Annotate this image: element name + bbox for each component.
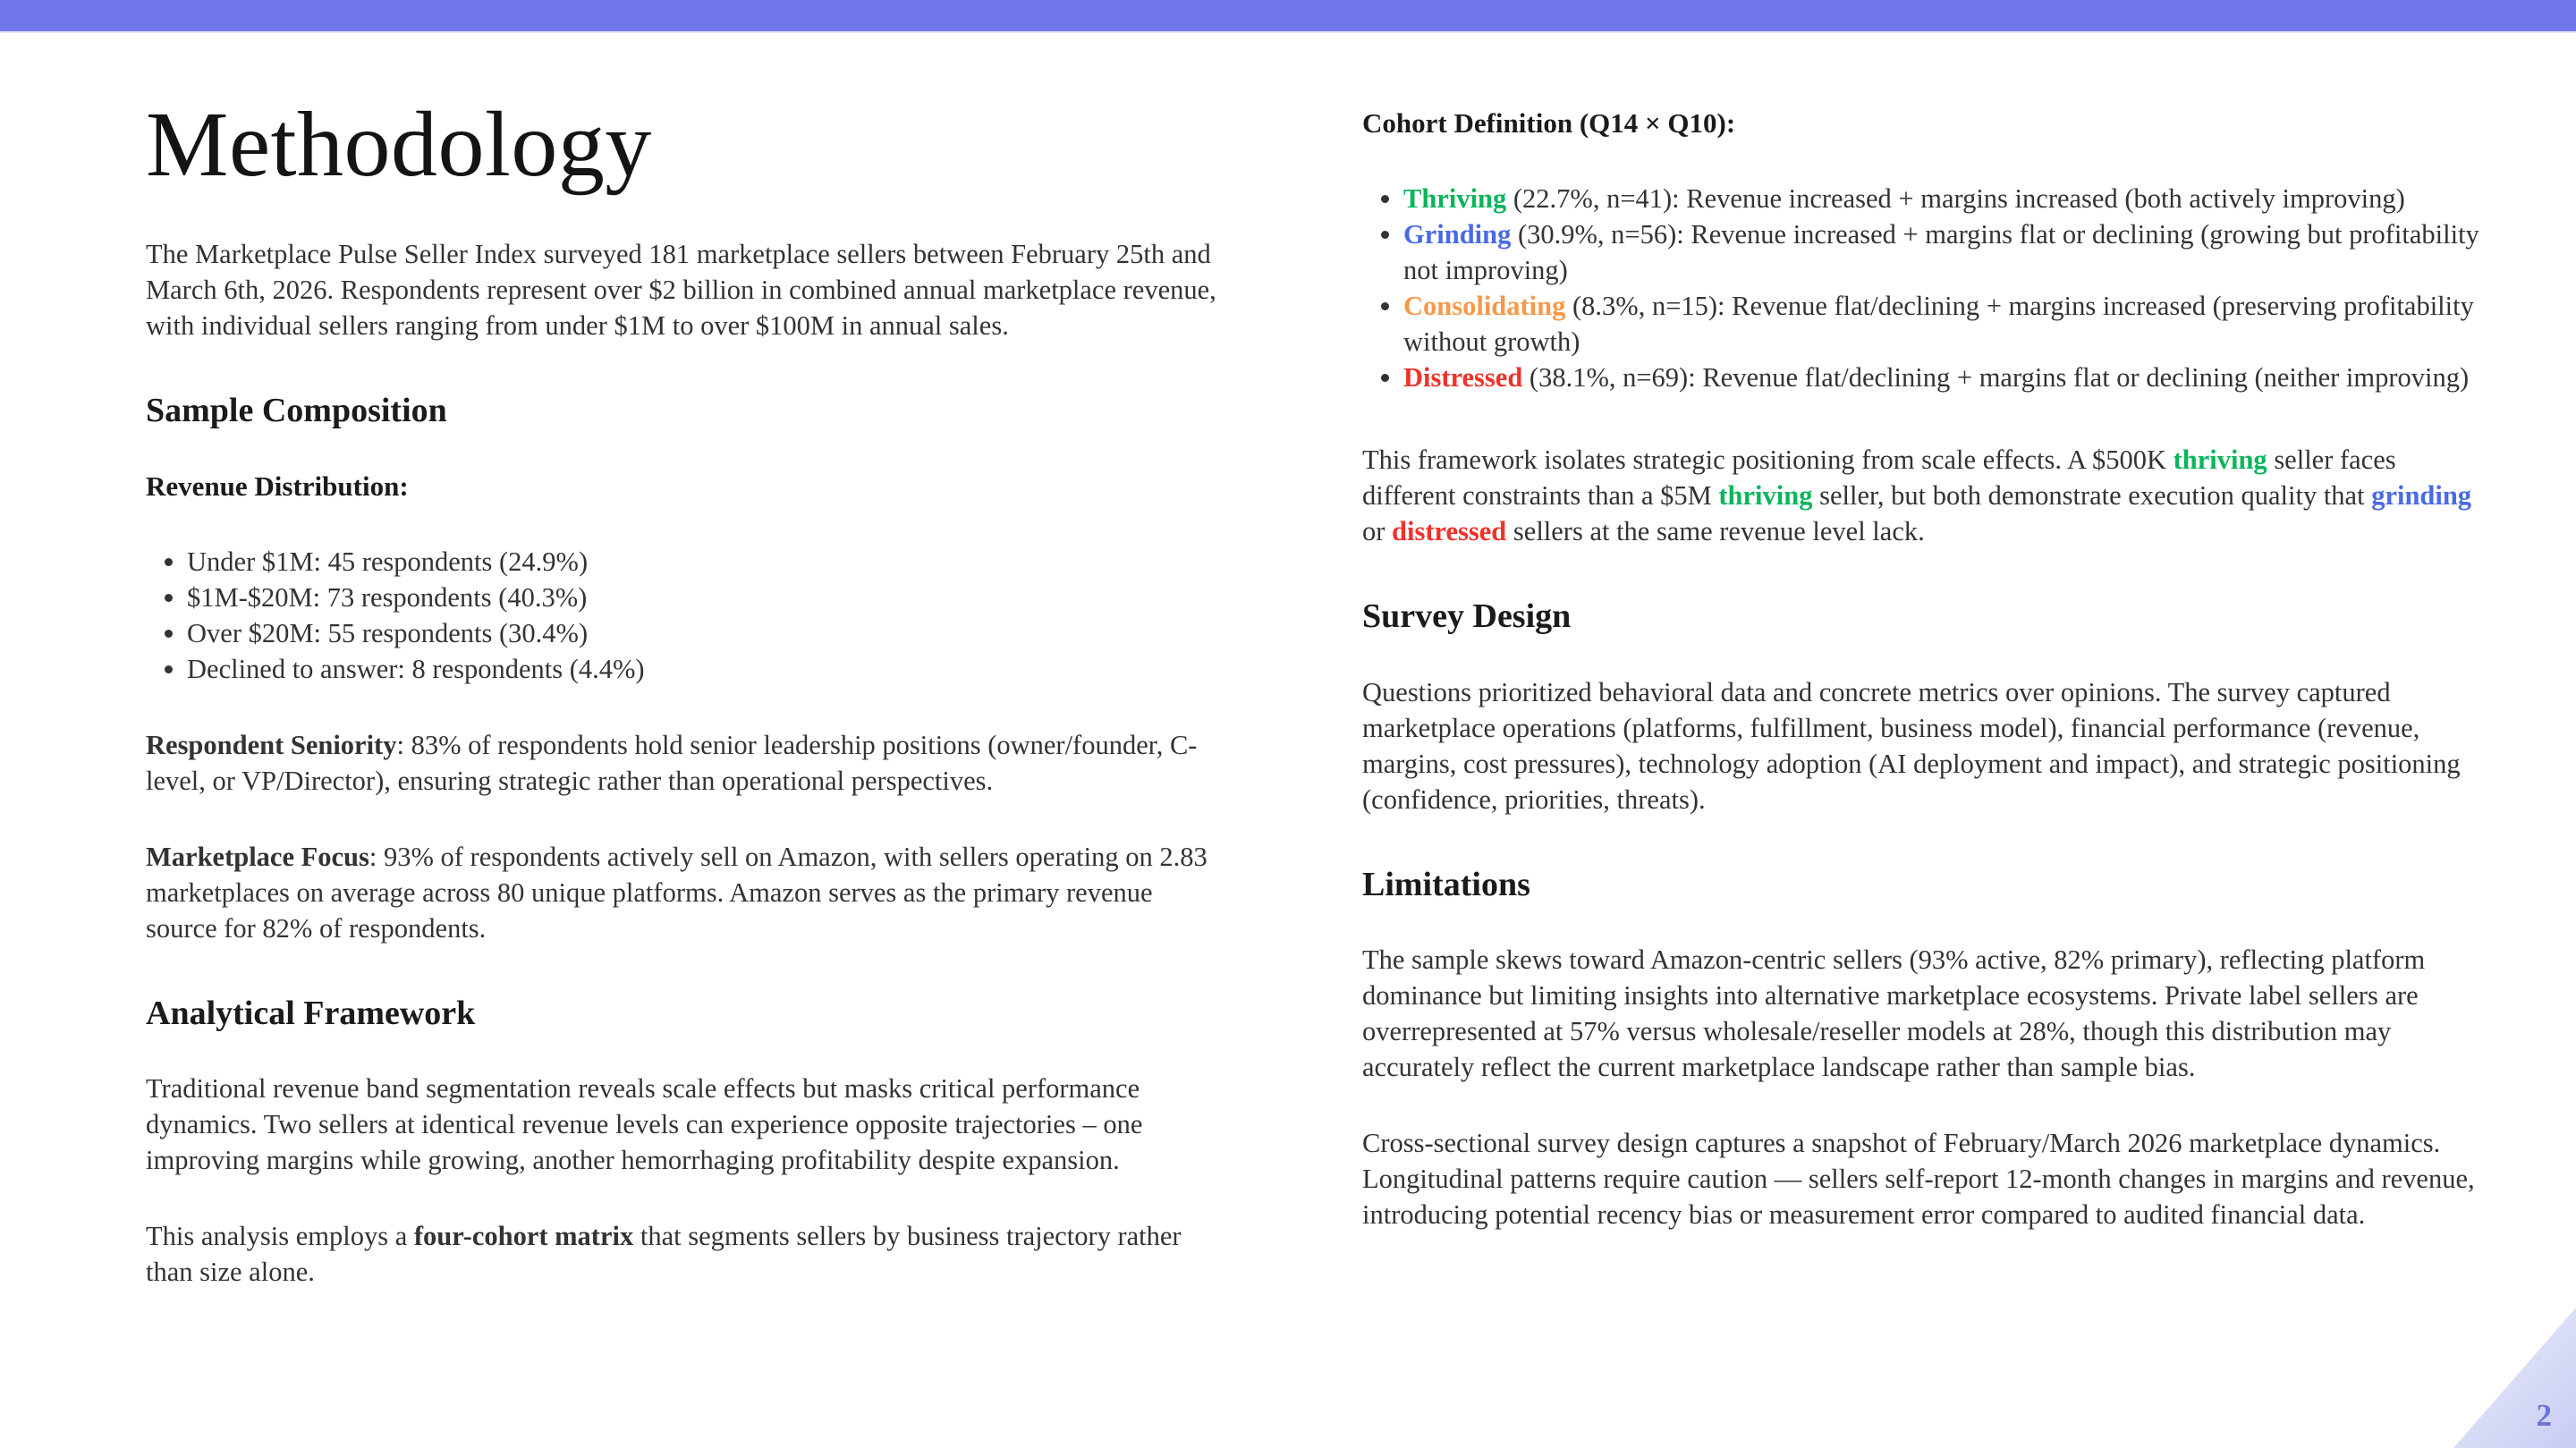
respondent-seniority-paragraph: Respondent Seniority: 83% of respondents hold senior leadership positions (owner/founder, C-level, or VP/Director), ensuring strategic rather than operational perspectives. <box>146 729 1198 796</box>
framework-note-paragraph: This framework isolates strategic positioning from scale effects. A $500K thriving seller faces different constraints than a $5M thriving seller, but both demonstrate execution quality that grinding or distressed sellers at the same revenue level lack. <box>1362 445 2472 546</box>
survey-design-heading: Survey Design <box>1362 597 1572 635</box>
cohort-item-grinding: • Grinding (30.9%, n=56): Revenue increased + margins flat or declining (growing but profitability not improving) <box>1403 216 2491 288</box>
cohort-item-thriving: • Thriving (22.7%, n=41): Revenue increased + margins increased (both actively improving) <box>1403 181 2491 216</box>
framework-paragraph-2: This analysis employs a four-cohort matrix that segments sellers by business trajectory rather than size alone. <box>146 1221 1182 1288</box>
cohort-item-consolidating: • Consolidating (8.3%, n=15): Revenue flat/declining + margins increased (preserving profitability without growth) <box>1403 288 2491 360</box>
survey-design-paragraph: Questions prioritized behavioral data and concrete metrics over opinions. The survey captured marketplace operations (platforms, fulfillment, business model), financial performance (revenue, margins, cost pressures), technology adoption (AI deployment and impact), and strategic positioning (confidence, priorities, threats). <box>1362 676 2461 815</box>
corner-decoration <box>2453 1308 2576 1448</box>
limitations-heading: Limitations <box>1362 865 1530 903</box>
list-item: • Under $1M: 45 respondents (24.9%) <box>187 544 1230 580</box>
cohort-definition-heading: Cohort Definition (Q14 × Q10): <box>1362 107 1736 139</box>
list-item: • Declined to answer: 8 respondents (4.4%) <box>187 651 1230 687</box>
limitations-paragraph-1: The sample skews toward Amazon-centric sellers (93% active, 82% primary), reflecting platform dominance but limiting insights into alternative marketplace ecosystems. Private label sellers are overrepresented at 57% versus wholesale/reseller models at 28%, though this distribution may accurately reflect the current marketplace landscape rather than sample bias. <box>1362 944 2426 1082</box>
cohort-list <box>1362 181 2491 395</box>
limitations-paragraph-2: Cross-sectional survey design captures a snapshot of February/March 2026 marketplace dynamics. Longitudinal patterns require caution — sellers self-report 12-month changes in margins and revenue, introducing potential recency bias or measurement error compared to audited financial data. <box>1362 1128 2475 1230</box>
sample-composition-heading: Sample Composition <box>146 392 447 430</box>
framework-paragraph-1: Traditional revenue band segmentation reveals scale effects but masks critical performance dynamics. Two sellers at identical revenue levels can experience opposite trajectories – one improving margins while growing, another hemorrhaging profitability despite expansion. <box>146 1073 1143 1176</box>
left-column <box>146 95 1230 1290</box>
page-title: Methodology <box>146 93 652 196</box>
revenue-distribution-label: Revenue Distribution: <box>146 470 409 502</box>
revenue-distribution-list <box>146 544 1230 687</box>
marketplace-focus-paragraph: Marketplace Focus: 93% of respondents actively sell on Amazon, with sellers operating on 2.83 marketplaces on average across 80 unique platforms. Amazon serves as the primary revenue source for 82% of respondents. <box>146 841 1208 944</box>
top-accent-bar <box>0 0 2576 33</box>
analytical-framework-heading: Analytical Framework <box>146 994 476 1032</box>
list-item: • Over $20M: 55 respondents (30.4%) <box>187 615 1230 651</box>
cohort-item-distressed: • Distressed (38.1%, n=69): Revenue flat/declining + margins flat or declining (neither improving) <box>1403 360 2491 395</box>
intro-paragraph: The Marketplace Pulse Seller Index surveyed 181 marketplace sellers between February 25th and March 6th, 2026. Respondents represent over $2 billion in combined annual marketplace revenue, with individual sellers ranging from under $1M to over $100M in annual sales. <box>146 239 1216 342</box>
list-item: • $1M-$20M: 73 respondents (40.3%) <box>187 580 1230 615</box>
right-column <box>1362 106 2491 1232</box>
page-number: 2 <box>2536 1398 2552 1433</box>
